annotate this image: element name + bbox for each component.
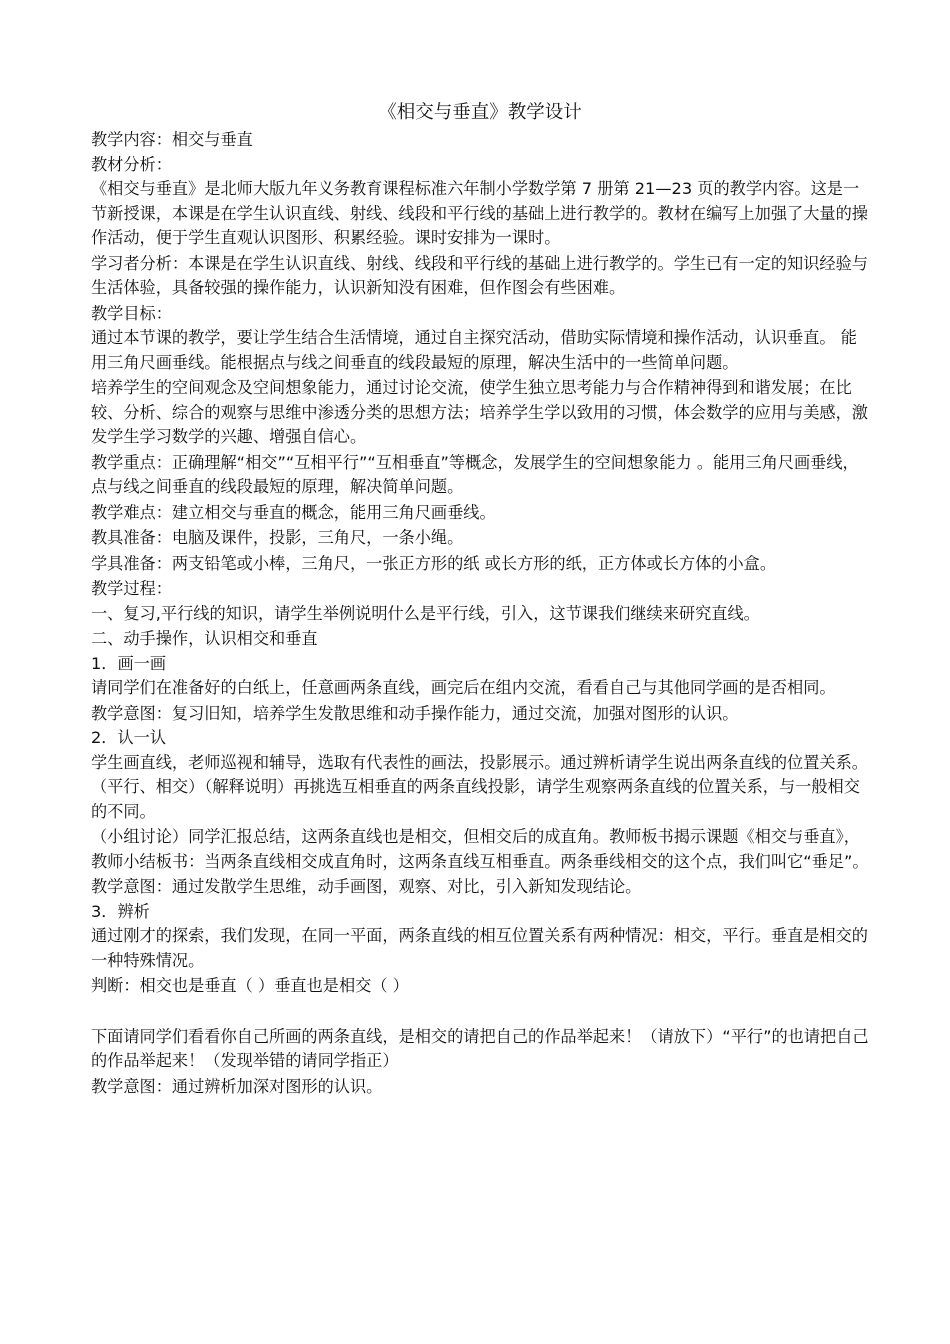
document-body (91, 100, 869, 1099)
review-paragraph: 一、复习,平行线的知识，请学生举例说明什么是平行线，引入，这节课我们继续来研究直线。 (91, 603, 760, 623)
teaching-process-heading: 教学过程： (91, 579, 172, 598)
activity-paragraph: 下面请同学们看看你自己所画的两条直线，是相交的请把自己的作品举起来！（请放下）“平行”的也请把自己的作品举起来！（发现举错的请同学指正） (91, 1026, 869, 1070)
teaching-content-line: 教学内容：相交与垂直 (91, 130, 253, 149)
judgement-line: 判断：相交也是垂直（ ）垂直也是相交（ ） (91, 976, 409, 995)
key-points-paragraph: 教学重点：正确理解“相交”“互相平行”“互相垂直”等概念，发展学生的空间想象能力 。能用三角尺画垂线，点与线之间垂直的线段最短的原理，解决简单问题。 (91, 452, 859, 496)
difficulties-paragraph: 教学难点：建立相交与垂直的概念，能用三角尺画垂线。 (91, 502, 496, 522)
learner-analysis-paragraph: 学习者分析：本课是在学生认识直线、射线、线段和平行线的基础上进行教学的。学生已有一定的知识经验与生活体验，具备较强的操作能力，认识新知没有困难，但作图会有些困难。 (91, 253, 868, 297)
step-3-paragraph: 通过刚才的探索，我们发现，在同一平面，两条直线的相互位置关系有两种情况：相交，平行。垂直是相交的一种特殊情况。 (91, 926, 868, 970)
step-2-intent: 教学意图：通过发散学生思维，动手画图，观察、对比，引入新知发现结论。 (91, 877, 642, 896)
step-1-intent: 教学意图：复习旧知，培养学生发散思维和动手操作能力，通过交流，加强对图形的认识。 (91, 703, 739, 723)
teaching-goals-heading: 教学目标： (91, 303, 172, 323)
document-title: 《相交与垂直》教学设计 (378, 102, 582, 123)
student-tools-paragraph: 学具准备：两支铅笔或小棒，三角尺，一张正方形的纸 或长方形的纸，正方体或长方体的小盒。 (91, 553, 777, 573)
material-analysis-heading: 教材分析： (91, 154, 172, 174)
step-2-paragraph-1: 学生画直线，老师巡视和辅导，选取有代表性的画法，投影展示。通过辨析请学生说出两条直线的位置关系。（平行、相交）（解释说明）再挑选互相垂直的两条直线投影，请学生观察两条直线的位置关系，与一般相交的不同。 (91, 752, 868, 821)
step-3-heading: 3．辨析 (91, 901, 150, 921)
material-analysis-paragraph: 《相交与垂直》是北师大版九年义务教育课程标准六年制小学数学第 7 册第 21—23 页的教学内容。这是一节新授课，本课是在学生认识直线、射线、线段和平行线的基础上进行教学的。教材在编写上加强了大量的操作活动，便于学生直观认识图形、积累经验。课时安排为一课时。 (91, 179, 868, 247)
blank-line (91, 999, 869, 1025)
step-3-intent: 教学意图：通过辨析加深对图形的认识。 (91, 1076, 383, 1096)
step-1-heading: 1．画一画 (91, 653, 167, 673)
section-2-heading: 二、动手操作，认识相交和垂直 (91, 629, 318, 648)
step-1-paragraph: 请同学们在准备好的白纸上，任意画两条直线，画完后在组内交流，看看自己与其他同学画的是否相同。 (91, 678, 836, 697)
step-2-paragraph-2: （小组讨论）同学汇报总结，这两条直线也是相交，但相交后的成直角。教师板书揭示课题《相交与垂直》，教师小结板书：当两条直线相交成直角时，这两条直线互相垂直。两条垂线相交的这个点，我们叫它“垂足”。 (91, 827, 869, 871)
teaching-goals-paragraph-1: 通过本节课的教学，要让学生结合生活情境，通过自主探究活动，借助实际情境和操作活动，认识垂直。 能用三角尺画垂线。能根据点与线之间垂直的线段最短的原理，解决生活中的一些简单问题。 (91, 328, 857, 372)
step-2-heading: 2．认一认 (91, 728, 167, 747)
teaching-goals-paragraph-2: 培养学生的空间观念及空间想象能力，通过讨论交流，使学生独立思考能力与合作精神得到和谐发展；在比较、分析、综合的观察与思维中渗透分类的思想方法；培养学生学以致用的习惯，体会数学的应用与美感，激发学生学习数学的兴趣、增强自信心。 (91, 378, 868, 446)
teacher-tools-paragraph: 教具准备：电脑及课件，投影，三角尺，一条小绳。 (91, 528, 464, 547)
